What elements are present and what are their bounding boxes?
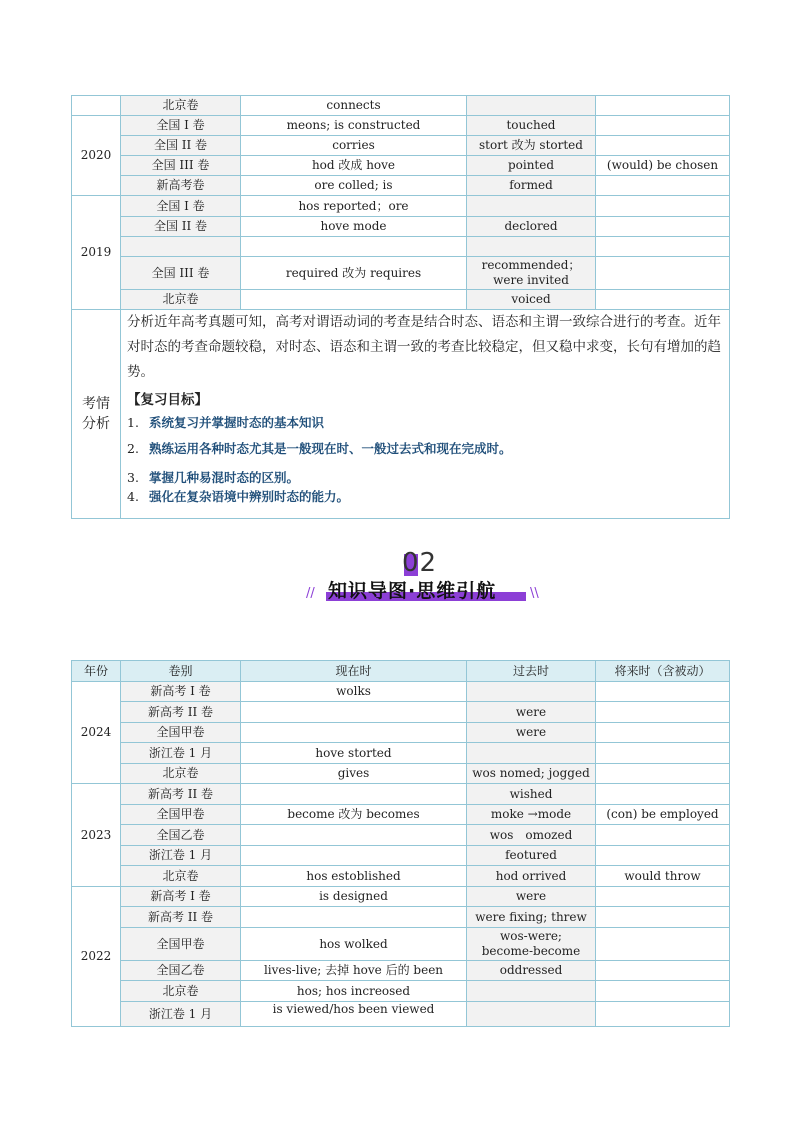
present-cell	[241, 784, 467, 805]
present-cell	[241, 702, 467, 723]
present-cell: gives	[241, 764, 467, 784]
present-cell: hod 改成 hove	[241, 156, 467, 176]
table-row	[72, 887, 730, 907]
paper-cell: 全国 III 卷	[121, 257, 241, 290]
future-cell	[596, 723, 730, 743]
table-row	[72, 136, 730, 156]
table-row	[72, 217, 730, 237]
past-cell: wos nomed; jogged	[467, 764, 596, 784]
goal-text: 强化在复杂语境中辨别时态的能力。	[149, 489, 350, 504]
header-past: 过去时	[467, 661, 596, 682]
goal-item	[127, 487, 723, 506]
analysis-row	[72, 310, 730, 519]
future-cell	[596, 682, 730, 702]
section-title: 知识导图·思维引航	[328, 580, 497, 602]
section-number: 02	[402, 548, 438, 578]
table-row	[72, 682, 730, 702]
present-cell: hos wolked	[241, 928, 467, 961]
table-row	[72, 825, 730, 846]
table-row	[72, 866, 730, 887]
analysis-content	[121, 310, 730, 519]
paper-cell: 全国 III 卷	[121, 156, 241, 176]
paper-cell: 新高考 II 卷	[121, 702, 241, 723]
paper-cell: 全国 I 卷	[121, 196, 241, 217]
goal-number: 4.	[127, 489, 139, 504]
analysis-text: 分析近年高考真题可知，高考对谓语动词的考查是结合时态、语态和主谓一致综合进行的考查。近年对时态的考查命题较稳，对时态、语态和主谓一致的考查比较稳定，但又稳中求变，长句有增加的趋势。	[127, 314, 721, 380]
past-cell	[467, 743, 596, 764]
past-cell	[467, 1002, 596, 1027]
goal-item	[127, 439, 723, 458]
present-cell: connects	[241, 96, 467, 116]
future-cell	[596, 764, 730, 784]
future-cell: would throw	[596, 866, 730, 887]
future-cell	[596, 743, 730, 764]
present-cell: meons; is constructed	[241, 116, 467, 136]
past-cell: wos-were; become-become	[467, 928, 596, 961]
future-cell	[596, 907, 730, 928]
table-header-row	[72, 661, 730, 682]
future-cell	[596, 784, 730, 805]
present-cell	[241, 846, 467, 866]
future-cell	[596, 116, 730, 136]
table-row	[72, 784, 730, 805]
goal-number: 1.	[127, 415, 139, 430]
table-row	[72, 237, 730, 257]
future-cell	[596, 961, 730, 981]
future-cell: (con) be employed	[596, 805, 730, 825]
present-cell	[241, 907, 467, 928]
present-cell: hos reported；ore	[241, 196, 467, 217]
paper-cell: 北京卷	[121, 981, 241, 1002]
past-cell: wos omozed	[467, 825, 596, 846]
paper-cell: 全国 II 卷	[121, 136, 241, 156]
paper-cell	[121, 237, 241, 257]
paper-cell: 浙江卷 1 月	[121, 846, 241, 866]
past-cell	[467, 196, 596, 217]
future-cell	[596, 217, 730, 237]
table-row	[72, 846, 730, 866]
past-cell: hod orrived	[467, 866, 596, 887]
paper-cell: 北京卷	[121, 866, 241, 887]
paper-cell: 全国甲卷	[121, 723, 241, 743]
paper-cell: 浙江卷 1 月	[121, 1002, 241, 1027]
paper-cell: 新高考卷	[121, 176, 241, 196]
past-cell: declored	[467, 217, 596, 237]
present-cell: is designed	[241, 887, 467, 907]
paper-cell: 全国甲卷	[121, 928, 241, 961]
table-row	[72, 764, 730, 784]
paper-cell: 新高考 II 卷	[121, 907, 241, 928]
paper-cell: 北京卷	[121, 290, 241, 310]
present-cell: hove mode	[241, 217, 467, 237]
future-cell	[596, 981, 730, 1002]
past-cell: were fixing; threw	[467, 907, 596, 928]
past-cell: wished	[467, 784, 596, 805]
analysis-label: 考情 分析	[72, 310, 121, 519]
present-cell: lives-live; 去掉 hove 后的 been	[241, 961, 467, 981]
table-row	[72, 176, 730, 196]
past-cell: were	[467, 723, 596, 743]
present-cell	[241, 825, 467, 846]
paper-cell: 全国 II 卷	[121, 217, 241, 237]
goal-item	[127, 468, 723, 487]
year-cell: 2023	[72, 784, 121, 887]
past-cell	[467, 237, 596, 257]
table-row	[72, 116, 730, 136]
table-row	[72, 290, 730, 310]
future-cell	[596, 136, 730, 156]
present-cell: wolks	[241, 682, 467, 702]
year-cell: 2022	[72, 887, 121, 1027]
present-cell: required 改为 requires	[241, 257, 467, 290]
goal-text: 熟练运用各种时态尤其是一般现在时、一般过去式和现在完成时。	[149, 441, 512, 456]
past-cell	[467, 96, 596, 116]
year-cell: 2019	[72, 196, 121, 310]
future-cell: (would) be chosen	[596, 156, 730, 176]
goal-text: 掌握几种易混时态的区别。	[149, 470, 300, 485]
future-cell	[596, 928, 730, 961]
present-cell: hos estoblished	[241, 866, 467, 887]
future-cell	[596, 290, 730, 310]
past-cell: feotured	[467, 846, 596, 866]
goal-number: 3.	[127, 470, 139, 485]
present-cell	[241, 723, 467, 743]
paper-cell: 北京卷	[121, 96, 241, 116]
header-paper: 卷别	[121, 661, 241, 682]
future-cell	[596, 702, 730, 723]
paper-cell: 新高考 I 卷	[121, 887, 241, 907]
past-cell: pointed	[467, 156, 596, 176]
paper-cell: 北京卷	[121, 764, 241, 784]
past-cell: stort 改为 storted	[467, 136, 596, 156]
future-cell	[596, 196, 730, 217]
paper-cell: 浙江卷 1 月	[121, 743, 241, 764]
present-cell: corries	[241, 136, 467, 156]
table-row	[72, 981, 730, 1002]
present-cell	[241, 237, 467, 257]
past-cell: formed	[467, 176, 596, 196]
present-cell	[241, 290, 467, 310]
table-row	[72, 196, 730, 217]
slash-decoration-left: //	[306, 586, 315, 601]
goals-heading: 【复习目标】	[127, 392, 208, 408]
table-row	[72, 743, 730, 764]
future-cell	[596, 257, 730, 290]
year-cell: 2024	[72, 682, 121, 784]
past-cell: moke →mode	[467, 805, 596, 825]
past-cell: voiced	[467, 290, 596, 310]
past-cell: were	[467, 887, 596, 907]
header-year: 年份	[72, 661, 121, 682]
past-cell	[467, 981, 596, 1002]
present-cell: hos; hos increosed	[241, 981, 467, 1002]
table-row	[72, 96, 730, 116]
present-cell: is viewed/hos been viewed	[241, 1002, 467, 1027]
table-row	[72, 1002, 730, 1027]
year-cell	[72, 96, 121, 116]
future-cell	[596, 825, 730, 846]
header-present: 现在时	[241, 661, 467, 682]
present-cell: ore colled; is	[241, 176, 467, 196]
past-cell: were	[467, 702, 596, 723]
table-row	[72, 805, 730, 825]
past-cell: oddressed	[467, 961, 596, 981]
table-row	[72, 907, 730, 928]
header-future: 将来时（含被动）	[596, 661, 730, 682]
section-banner	[300, 540, 540, 610]
present-cell: hove storted	[241, 743, 467, 764]
past-cell: recommended； were invited	[467, 257, 596, 290]
paper-cell: 新高考 II 卷	[121, 784, 241, 805]
exam-table-bottom	[71, 660, 730, 1027]
slash-decoration-right: \\	[530, 586, 539, 601]
table-row	[72, 928, 730, 961]
table-row	[72, 257, 730, 290]
future-cell	[596, 176, 730, 196]
table-row	[72, 961, 730, 981]
goal-text: 系统复习并掌握时态的基本知识	[149, 415, 325, 430]
table-row	[72, 702, 730, 723]
paper-cell: 全国甲卷	[121, 805, 241, 825]
past-cell	[467, 682, 596, 702]
paper-cell: 全国 I 卷	[121, 116, 241, 136]
future-cell	[596, 887, 730, 907]
present-cell: become 改为 becomes	[241, 805, 467, 825]
paper-cell: 全国乙卷	[121, 961, 241, 981]
exam-table-top	[71, 95, 730, 519]
paper-cell: 全国乙卷	[121, 825, 241, 846]
future-cell	[596, 96, 730, 116]
paper-cell: 新高考 I 卷	[121, 682, 241, 702]
future-cell	[596, 846, 730, 866]
year-cell: 2020	[72, 116, 121, 196]
goal-item	[127, 413, 723, 432]
table-row	[72, 156, 730, 176]
future-cell	[596, 1002, 730, 1027]
goal-number: 2.	[127, 441, 139, 456]
future-cell	[596, 237, 730, 257]
table-row	[72, 723, 730, 743]
past-cell: touched	[467, 116, 596, 136]
